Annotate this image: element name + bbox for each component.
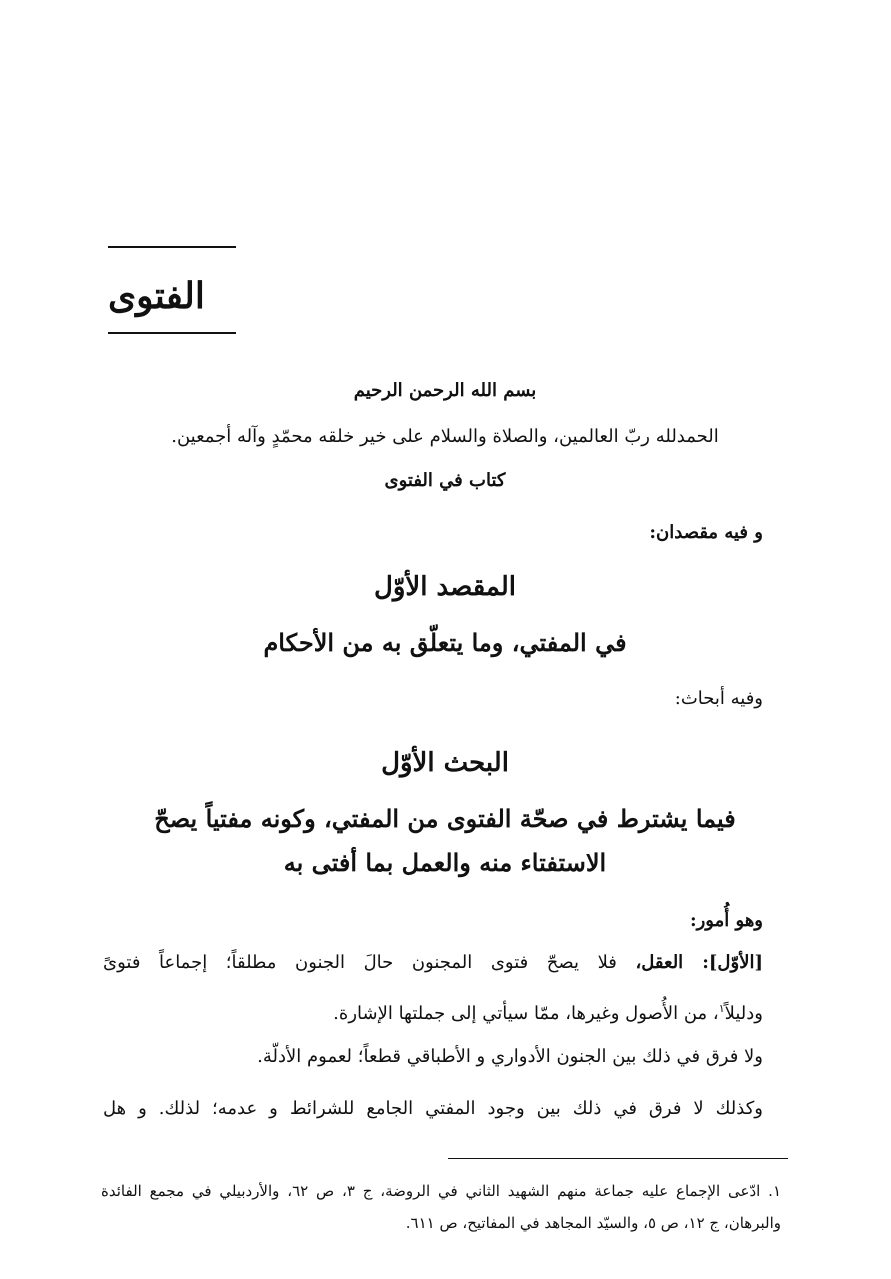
paragraph-2: ولا فرق في ذلك بين الجنون الأدواري و الأطباقي قطعاً؛ لعموم الأدلّة.: [257, 1046, 763, 1067]
footnote-line-1: ١. ادّعى الإجماع عليه جماعة منهم الشهيد الثاني في الروضة، ج ٣، ص ٦٢، والأردبيلي في مجمع الفائدة: [101, 1182, 781, 1200]
book-title: كتاب في الفتوى: [384, 470, 506, 491]
praise-line: الحمدلله ربّ العالمين، والصلاة والسلام على خير خلقه محمّدٍ وآله أجمعين.: [171, 426, 719, 447]
paragraph-1-label: [الأوّل]: العقل،: [635, 952, 763, 973]
page-title: الفتوى: [108, 275, 205, 317]
section-intro: وفيه أبحاث:: [674, 688, 763, 709]
section-subheading: في المفتي، وما يتعلّق به من الأحكام: [263, 628, 627, 657]
paragraph-1-text: فلا يصحّ فتوى المجنون حالَ الجنون مطلقاً؛ إجماعاً فتوىً: [103, 952, 617, 973]
topic-subheading-line2: الاستفتاء منه والعمل بما أفتى به: [283, 848, 607, 877]
section-heading: المقصد الأوّل: [373, 572, 517, 602]
paragraph-3: وكذلك لا فرق في ذلك بين وجود المفتي الجامع للشرائط و عدمه؛ لذلك. و هل: [103, 1098, 763, 1119]
footnote-line-2: والبرهان، ج ١٢، ص ٥، والسيّد المجاهد في المفاتيح، ص ٦١١.: [405, 1214, 781, 1232]
paragraph-1-continuation: ودليلاً: [724, 1003, 763, 1024]
title-rule-top: [108, 246, 236, 248]
footnote-separator: [448, 1158, 788, 1159]
paragraph-1-continuation-end: ، من الأُصول وغيرها، ممّا سيأتي إلى جملتها الإشارة.: [333, 1003, 719, 1024]
body-intro: وهو أُمور:: [689, 910, 763, 931]
topic-heading: البحث الأوّل: [381, 748, 509, 778]
title-rule-bottom: [108, 332, 236, 334]
footnote-reference: ١: [718, 1002, 725, 1015]
basmala: بسم الله الرحمن الرحيم: [353, 380, 537, 401]
book-intro: و فيه مقصدان:: [649, 522, 763, 543]
topic-subheading-line1: فيما يشترط في صحّة الفتوى من المفتي، وكونه مفتياً يصحّ: [154, 804, 736, 833]
paragraph-1-line-1: [103, 952, 763, 973]
paragraph-1-line-2: [333, 1002, 763, 1024]
